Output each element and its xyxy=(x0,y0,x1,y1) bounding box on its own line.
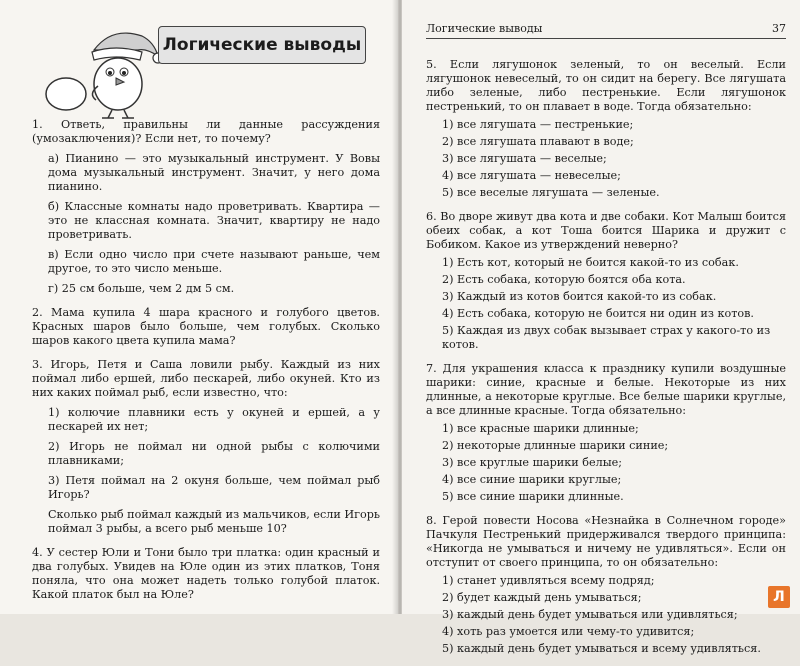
answer-option: 1) станет удивляться всему подряд; xyxy=(442,574,655,587)
problem-text: 5. Если лягушонок зеленый, то он веселый. Если лягушонок невеселый, то он сидит на берегу. Все лягушата либо зеленые, либо пестренькие. Если лягушонок пестренький, то он плавает в воде. Тогда обязательно: xyxy=(426,58,786,113)
problem-tail: Сколько рыб поймал каждый из мальчиков, если Игорь поймал 3 рыбы, а всего рыб меньше 10? xyxy=(48,508,380,535)
sub-item: а) Пианино — это музыкальный инструмент. У Вовы дома музыкальный инструмент. Значит, у него дома пианино. xyxy=(48,152,380,193)
answer-option: 5) все веселые лягушата — зеленые. xyxy=(442,186,660,199)
answer-option: 2) будет каждый день умываться; xyxy=(442,591,642,604)
answer-option: 5) все синие шарики длинные. xyxy=(442,490,624,503)
sub-item: г) 25 см больше, чем 2 дм 5 см. xyxy=(48,282,235,295)
problem-2 xyxy=(32,306,380,348)
answer-option: 4) Есть собака, которую не боится ни один из котов. xyxy=(442,307,754,320)
problem-text: 3. Игорь, Петя и Саша ловили рыбу. Каждый из них поймал либо ершей, либо пескарей, либо окуней. Кто из них каких поймал рыб, если известно, что: xyxy=(32,358,380,399)
sub-item: 2) Игорь не поймал ни одной рыбы с колючими плавниками; xyxy=(48,440,380,467)
answer-option: 3) все лягушата — веселые; xyxy=(442,152,607,165)
chapter-title: Логические выводы xyxy=(162,35,362,55)
answer-option: 5) Каждая из двух собак вызывает страх у какого-то из котов. xyxy=(442,324,771,351)
answer-option: 1) все лягушата — пестренькие; xyxy=(442,118,634,131)
page-number: 37 xyxy=(772,22,786,35)
problem-5 xyxy=(426,58,786,200)
answer-option: 3) каждый день будет умываться или удивляться; xyxy=(442,608,738,621)
header-rule xyxy=(426,38,786,39)
bird-mascot-icon xyxy=(42,22,162,122)
problem-1 xyxy=(32,118,380,296)
answer-option: 2) некоторые длинные шарики синие; xyxy=(442,439,669,452)
running-head xyxy=(426,22,786,35)
problem-text: 4. У сестер Юли и Тони было три платка: один красный и два голубых. Увидев на Юле один из этих платков, Тоня поняла, что она может надеть только голубой платок. Какой платок был на Юле? xyxy=(32,546,380,601)
problem-text: 6. Во дворе живут два кота и две собаки. Кот Малыш боится обеих собак, а кот Тоша боится Шарика и дружит с Бобиком. Какое из утверждений неверно? xyxy=(426,210,786,251)
logo-letter: Л xyxy=(773,589,785,605)
problem-text: 7. Для украшения класса к празднику купили воздушные шарики: синие, красные и белые. Некоторые из них длинные, а некоторые круглые. Все белые шарики круглые, а все длинные красные. Тогда обязательно: xyxy=(426,362,786,417)
problem-text: 8. Герой повести Носова «Незнайка в Солнечном городе» Пачкуля Пестренький придерживался твердого принципа: «Никогда не умываться и ничему не удивляться». Если он отступит от своего принципа, то он обязательно: xyxy=(426,514,786,569)
left-page xyxy=(0,0,398,614)
sub-item: 1) колючие плавники есть у окуней и ершей, а у пескарей их нет; xyxy=(48,406,380,433)
sub-item: в) Если одно число при счете называют раньше, чем другое, то это число меньше. xyxy=(48,248,380,275)
right-content xyxy=(426,58,786,666)
answer-option: 5) каждый день будет умываться и всему удивляться. xyxy=(442,642,761,655)
answer-option: 3) все круглые шарики белые; xyxy=(442,456,623,469)
chapter-title-box xyxy=(158,26,366,64)
right-page xyxy=(402,0,800,655)
publisher-logo-icon xyxy=(768,586,790,608)
sub-item: 3) Петя поймал на 2 окуня больше, чем поймал рыб Игорь? xyxy=(48,474,380,501)
problem-7 xyxy=(426,362,786,504)
answer-option: 4) хоть раз умоется или чему-то удивится; xyxy=(442,625,695,638)
problem-3 xyxy=(32,358,380,536)
problem-4 xyxy=(32,546,380,602)
answer-option: 1) все красные шарики длинные; xyxy=(442,422,639,435)
running-title: Логические выводы xyxy=(426,22,543,35)
answer-option: 4) все лягушата — невеселые; xyxy=(442,169,621,182)
problem-6 xyxy=(426,210,786,352)
sub-item: б) Классные комнаты надо проветривать. Квартира — это не классная комната. Значит, квартиру не надо проветривать. xyxy=(48,200,380,241)
answer-option: 2) Есть собака, которую боятся оба кота. xyxy=(442,273,686,286)
answer-option: 2) все лягушата плавают в воде; xyxy=(442,135,634,148)
answer-option: 4) все синие шарики круглые; xyxy=(442,473,622,486)
problem-text: 2. Мама купила 4 шара красного и голубого цветов. Красных шаров было больше, чем голубых. Сколько шаров какого цвета купила мама? xyxy=(32,306,380,347)
answer-option: 1) Есть кот, который не боится какой-то из собак. xyxy=(442,256,739,269)
problem-8 xyxy=(426,514,786,656)
answer-option: 3) Каждый из котов боится какой-то из собак. xyxy=(442,290,717,303)
left-content xyxy=(32,118,380,612)
problem-text: 1. Ответь, правильны ли данные рассуждения (умозаключения)? Если нет, то почему? xyxy=(32,118,380,145)
